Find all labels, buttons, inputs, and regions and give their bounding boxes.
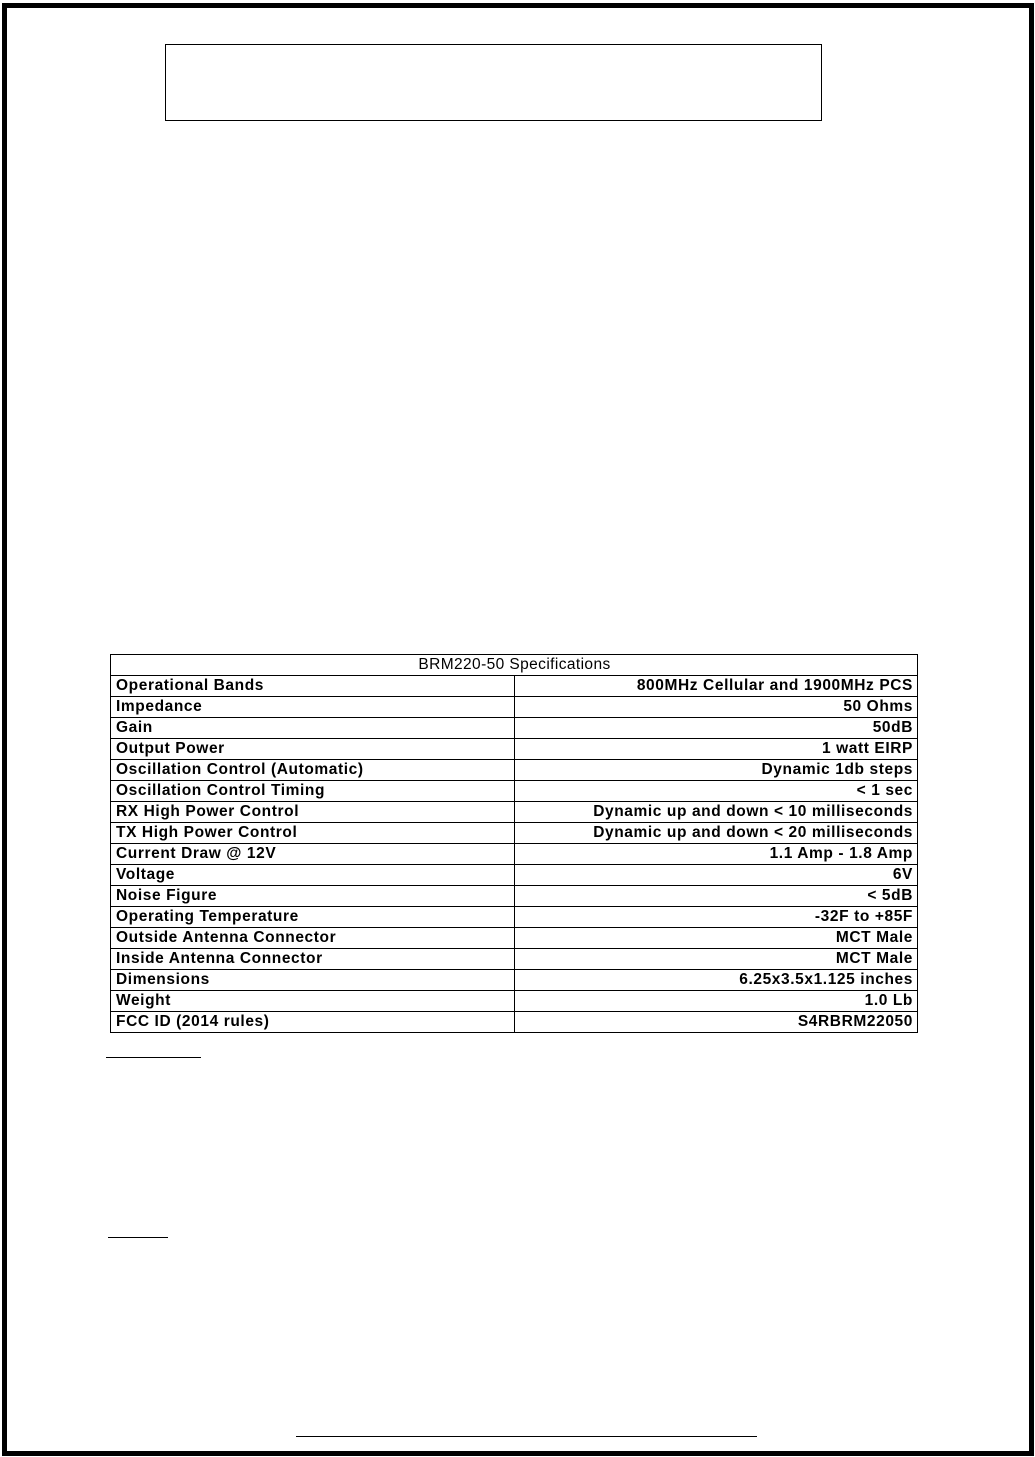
spec-value: < 5dB — [514, 886, 918, 907]
spec-label: Operating Temperature — [111, 907, 515, 928]
spec-value: 800MHz Cellular and 1900MHz PCS — [514, 676, 918, 697]
footer-rule — [296, 1436, 757, 1437]
spec-label: TX High Power Control — [111, 823, 515, 844]
spec-label: Voltage — [111, 865, 515, 886]
spec-value: 50dB — [514, 718, 918, 739]
table-row — [111, 991, 918, 1012]
spec-label: Outside Antenna Connector — [111, 928, 515, 949]
table-row — [111, 760, 918, 781]
spec-value: -32F to +85F — [514, 907, 918, 928]
spec-value: 6V — [514, 865, 918, 886]
spec-label: Dimensions — [111, 970, 515, 991]
spec-label: FCC ID (2014 rules) — [111, 1012, 515, 1033]
table-row — [111, 1012, 918, 1033]
spec-label: Output Power — [111, 739, 515, 760]
table-row — [111, 970, 918, 991]
spec-value: < 1 sec — [514, 781, 918, 802]
spec-value: MCT Male — [514, 949, 918, 970]
underline-rule — [108, 1237, 168, 1238]
table-row — [111, 802, 918, 823]
table-row — [111, 781, 918, 802]
spec-label: Weight — [111, 991, 515, 1012]
underline-rule — [106, 1057, 201, 1058]
spec-value: 1.1 Amp - 1.8 Amp — [514, 844, 918, 865]
table-row — [111, 949, 918, 970]
table-row — [111, 739, 918, 760]
spec-label: RX High Power Control — [111, 802, 515, 823]
table-row — [111, 886, 918, 907]
table-row — [111, 823, 918, 844]
table-title: BRM220-50 Specifications — [111, 655, 918, 676]
spec-value: S4RBRM22050 — [514, 1012, 918, 1033]
spec-label: Gain — [111, 718, 515, 739]
spec-value: 1.0 Lb — [514, 991, 918, 1012]
spec-value: 6.25x3.5x1.125 inches — [514, 970, 918, 991]
spec-label: Operational Bands — [111, 676, 515, 697]
specifications-table — [110, 654, 918, 1033]
table-row — [111, 697, 918, 718]
spec-label: Oscillation Control (Automatic) — [111, 760, 515, 781]
table-row — [111, 928, 918, 949]
spec-value: Dynamic up and down < 20 milliseconds — [514, 823, 918, 844]
spec-value: MCT Male — [514, 928, 918, 949]
spec-label: Impedance — [111, 697, 515, 718]
header-box — [165, 44, 822, 121]
table-row — [111, 844, 918, 865]
spec-label: Noise Figure — [111, 886, 515, 907]
table-body — [111, 676, 918, 1033]
table-title-row — [111, 655, 918, 676]
table-row — [111, 718, 918, 739]
spec-value: 1 watt EIRP — [514, 739, 918, 760]
spec-value: 50 Ohms — [514, 697, 918, 718]
spec-label: Current Draw @ 12V — [111, 844, 515, 865]
spec-label: Inside Antenna Connector — [111, 949, 515, 970]
spec-label: Oscillation Control Timing — [111, 781, 515, 802]
spec-value: Dynamic up and down < 10 milliseconds — [514, 802, 918, 823]
table-row — [111, 907, 918, 928]
table-row — [111, 865, 918, 886]
spec-value: Dynamic 1db steps — [514, 760, 918, 781]
table-row — [111, 676, 918, 697]
